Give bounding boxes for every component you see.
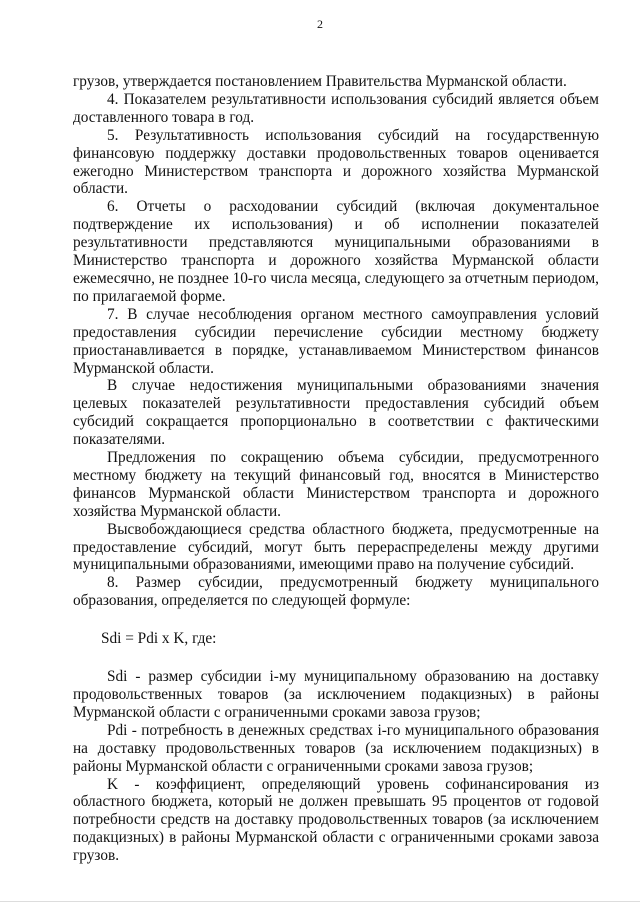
definition-pdi: Pdi - потребность в денежных средствах i-го муниципального образования на доставку продовольственных товаров (за исключением подакцизных) в районы Мурманской области с ограниченными сроками завоза грузов; — [73, 721, 599, 775]
paragraph-continuation: грузов, утверждается постановлением Правительства Мурманской области. — [73, 73, 567, 90]
definition-k: K - коэффициент, определяющий уровень софинансирования из областного бюджета, который не должен превышать 95 процентов от годовой потребности средств на доставку продовольственных товаров (за исключением подакцизных) в районы Мурманской области с ограниченными сроками завоза грузов. — [73, 775, 599, 865]
paragraph-reallocation: Высвобождающиеся средства областного бюджета, предусмотренные на предоставление субсидий, могут быть перераспределены между другими муниципальными образованиями, имеющими право на получение субсидий. — [73, 520, 599, 574]
document-body — [73, 73, 599, 865]
paragraph-proposals: Предложения по сокращению объема субсидии, предусмотренного местному бюджету на текущий финансовый год, вносятся в Министерство финансов Мурманской области Министерством транспорта и дорожного хозяйства Мурманской области. — [73, 449, 599, 520]
formula: Sdi = Pdi x K, где: — [101, 630, 217, 648]
page-number: 2 — [317, 17, 323, 31]
definition-sdi: Sdi - размер субсидии i-му муниципальному образованию на доставку продовольственных товаров (за исключением подакцизных) в районы Мурманской области с ограниченными сроками завоза грузов; — [73, 668, 599, 721]
paragraph-item-8: 8. Размер субсидии, предусмотренный бюджету муниципального образования, определяется по следующей формуле: — [73, 574, 599, 610]
paragraph-shortfall: В случае недостижения муниципальными образованиями значения целевых показателей результативности предоставления субсидий объем субсидий сокращается пропорционально в соответствии с фактическими показателями. — [73, 377, 599, 449]
paragraph-item-6: 6. Отчеты о расходовании субсидий (включая документальное подтверждение их использования) и об исполнении показателей результативности представляются муниципальными образованиями в Министерство транспорта и дорожного хозяйства Мурманской области ежемесячно, не позднее 10-го числа месяца, следующего за отчетным периодом, по прилагаемой форме. — [73, 198, 599, 305]
paragraph-item-4: 4. Показателем результативности использования субсидий является объем доставленного товара в год. — [73, 90, 599, 126]
paragraph-item-7: 7. В случае несоблюдения органом местного самоуправления условий предоставления субсидии перечисление субсидии местному бюджету приостанавливается в порядке, устанавливаемом Министерством финансов Мурманской области. — [73, 305, 599, 377]
page-bottom-edge — [0, 901, 640, 902]
paragraph-item-5: 5. Результативность использования субсидий на государственную финансовую поддержку доставки продовольственных товаров оценивается ежегодно Министерством транспорта и дорожного хозяйства Мурманской области. — [73, 126, 599, 198]
